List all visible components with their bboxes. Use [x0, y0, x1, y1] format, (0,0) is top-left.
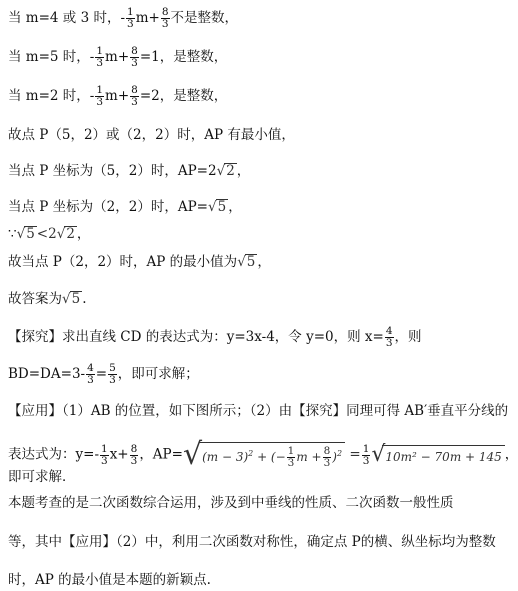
text: 故当点 P（2，2）时，AP 的最小值为	[8, 254, 238, 270]
text: =	[345, 446, 361, 463]
fraction	[86, 363, 95, 386]
text: 当点 P 坐标为（5，2）时，AP=2	[8, 163, 217, 179]
denominator: 3	[385, 337, 393, 349]
fraction	[385, 326, 394, 349]
denominator: 3	[109, 374, 116, 386]
text: )	[332, 449, 337, 464]
radicand: 2	[66, 226, 75, 242]
radicand: 5	[217, 199, 227, 215]
line-15: 本题考查的是二次函数综合运用，涉及到中垂线的性质、二次函数一般性质	[8, 495, 454, 511]
text: ，	[76, 226, 91, 242]
line-14: 即可求解．	[8, 469, 76, 485]
text: 当点 P 坐标为（2，2）时，AP=	[8, 199, 208, 215]
numerator: 1	[127, 6, 134, 18]
radicand: 10m² − 70m + 145	[382, 445, 504, 466]
numerator: 8	[323, 444, 331, 457]
square-root: √2	[216, 163, 235, 179]
fraction	[126, 7, 135, 30]
numerator: 4	[385, 325, 393, 337]
numerator: 4	[87, 362, 94, 374]
text: ，AP=	[139, 446, 183, 463]
radicand: 5	[71, 291, 81, 307]
radicand: $(m - 3)^2$ + (− $\frac{1}{3}$ m + $\frac{8}{3}$ )$^2$	[199, 442, 345, 469]
fraction	[161, 7, 170, 30]
text: m +	[296, 449, 322, 464]
line-4: 故点 P（5，2）或（2，2）时，AP 有最小值，	[8, 127, 295, 143]
denominator: 3	[287, 456, 295, 469]
denominator: 3	[127, 18, 134, 30]
text: ，	[236, 163, 251, 179]
denominator: 3	[131, 96, 138, 108]
square-root: √2	[56, 226, 75, 242]
fraction	[95, 85, 104, 108]
square-root: √5	[16, 226, 35, 242]
fraction	[95, 46, 104, 69]
text: =	[95, 366, 108, 382]
text: .	[82, 291, 87, 307]
line-13	[8, 437, 518, 472]
text: m+	[105, 88, 130, 104]
numerator: 8	[130, 442, 138, 455]
denominator: 3	[362, 454, 370, 467]
radicand: 5	[246, 254, 256, 270]
fraction	[362, 444, 371, 467]
text: 当 m=4 或 3 时，-	[8, 10, 126, 26]
text: =1，是整数，	[139, 49, 228, 65]
text: m+	[105, 49, 130, 65]
square-root: √5	[237, 254, 256, 270]
numerator: 8	[131, 45, 138, 57]
denominator: 3	[87, 374, 94, 386]
fraction	[130, 444, 139, 467]
fraction	[108, 363, 117, 386]
numerator: 8	[131, 84, 138, 96]
text: BD=DA=3-	[8, 366, 86, 382]
line-12: 【应用】（1）AB 的位置，如下图所示；（2）由【探究】同理可得 AB′垂直平分线的	[8, 403, 509, 419]
square-root: √5	[62, 291, 81, 307]
numerator: 8	[161, 6, 169, 18]
text: <2	[36, 226, 57, 242]
fraction	[130, 85, 139, 108]
line-10	[8, 326, 422, 349]
text: (m − 3)	[202, 449, 249, 464]
text: ∵	[8, 226, 17, 242]
line-9	[8, 290, 87, 308]
denominator: 3	[96, 96, 104, 108]
fraction	[323, 446, 332, 469]
text: + (−	[253, 449, 286, 464]
text: ，	[257, 254, 271, 270]
line-16: 等，其中【应用】（2）中，利用二次函数对称性，确定点 P的横、纵坐标均为整数	[8, 534, 496, 550]
line-7	[8, 225, 90, 243]
line-2	[8, 46, 227, 69]
text: m+	[135, 10, 160, 26]
denominator: 3	[323, 456, 331, 469]
line-17: 时，AP 的最小值是本题的新颖点.	[8, 572, 211, 588]
fraction	[287, 446, 296, 469]
radicand: 2	[226, 163, 235, 179]
text: =2，是整数，	[139, 88, 228, 104]
square-root: √10m² − 70m + 145	[371, 440, 504, 470]
text: ，则	[394, 329, 422, 345]
text: 当 m=2 时，-	[8, 88, 95, 104]
denominator: 3	[101, 454, 108, 467]
line-6	[8, 198, 242, 216]
text: ，	[504, 446, 518, 463]
text: 当 m=5 时，-	[8, 49, 95, 65]
line-5	[8, 162, 250, 180]
denominator: 3	[130, 454, 138, 467]
text: 故答案为	[8, 291, 62, 307]
numerator: 1	[96, 45, 104, 57]
text: x+	[109, 446, 129, 463]
numerator: 1	[287, 444, 295, 457]
numerator: 5	[109, 362, 116, 374]
fraction	[130, 46, 139, 69]
numerator: 1	[101, 442, 108, 455]
line-1	[8, 7, 238, 30]
denominator: 3	[96, 57, 104, 69]
text: 表达式为：y=-	[8, 446, 99, 463]
fraction	[100, 444, 109, 467]
numerator: 1	[96, 84, 104, 96]
numerator: 1	[362, 442, 370, 455]
line-11	[8, 363, 199, 386]
radicand: 5	[26, 226, 35, 242]
text: ，即可求解；	[117, 366, 199, 382]
line-3	[8, 85, 227, 108]
line-8	[8, 253, 271, 271]
text: ，	[228, 199, 242, 215]
square-root: $√(m - 3)^2$ + (− $\frac{1}{3}$ m + $\frac{8}{3}$ )$^2$	[183, 440, 345, 470]
square-root: √5	[208, 199, 227, 215]
text: 不是整数，	[170, 10, 239, 26]
denominator: 3	[161, 18, 169, 30]
text: 【探究】求出直线 CD 的表达式为：y=3x-4，令 y=0，则 x=	[8, 329, 384, 345]
denominator: 3	[131, 57, 138, 69]
